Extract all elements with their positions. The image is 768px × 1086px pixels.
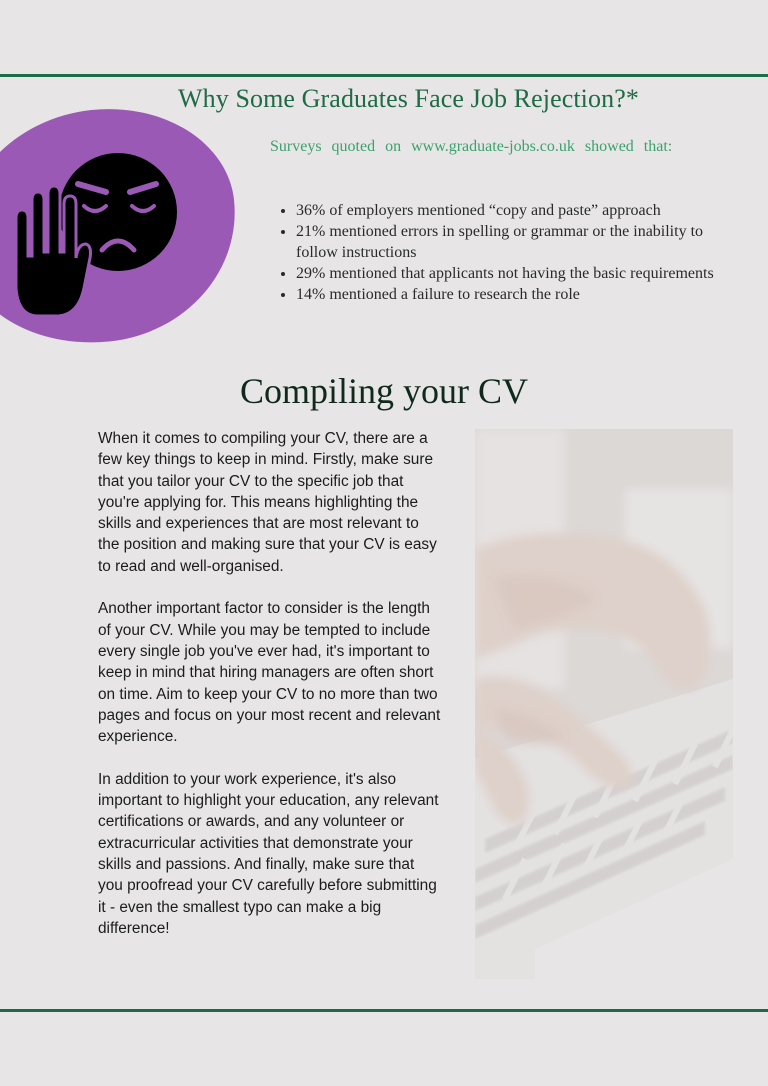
list-item: • 29% mentioned that applicants not having the basic requirements [296, 263, 716, 284]
bottom-divider [0, 1009, 768, 1012]
paragraph: In addition to your work experience, it's also important to highlight your education, any relevant certifications or awards, and any volunteer or extracurricular activities that demonstrate your skills and passions. And finally, make sure that you proofread your CV carefully before submitting it - even the smallest typo can make a big difference! [98, 770, 439, 937]
paragraph: When it comes to compiling your CV, there are a few key things to keep in mind. Firstly, make sure that you tailor your CV to the specific job that you're applying for. This means highlighting the skills and experiences that are most relevant to the position and making sure that your CV is easy to read and well-organised. [98, 430, 437, 575]
list-item: • 14% mentioned a failure to research the role [296, 284, 716, 305]
section-title: Compiling your CV [239, 371, 529, 411]
cv-body [98, 428, 443, 960]
survey-intro: Surveys quoted on www.graduate-jobs.co.uk showed that: [270, 138, 673, 155]
list-item: • 36% of employers mentioned “copy and paste” approach [296, 200, 716, 221]
hands-typing-on-laptop-keyboard-photo [475, 429, 733, 979]
paragraph: Another important factor to consider is the length of your CV. While you may be tempted to include every single job you've ever had, it's important to keep in mind that hiring managers are often short on time. Aim to keep your CV to no more than two pages and focus on your most recent and relevant experience. [98, 600, 441, 746]
top-divider [0, 74, 768, 77]
rejection-stats-list [278, 200, 716, 305]
list-item: • 21% mentioned errors in spelling or grammar or the inability to follow instructions [296, 221, 716, 263]
stop-hand-frowning-face-icon [8, 148, 188, 318]
rejection-headline: Why Some Graduates Face Job Rejection?* [178, 84, 639, 113]
